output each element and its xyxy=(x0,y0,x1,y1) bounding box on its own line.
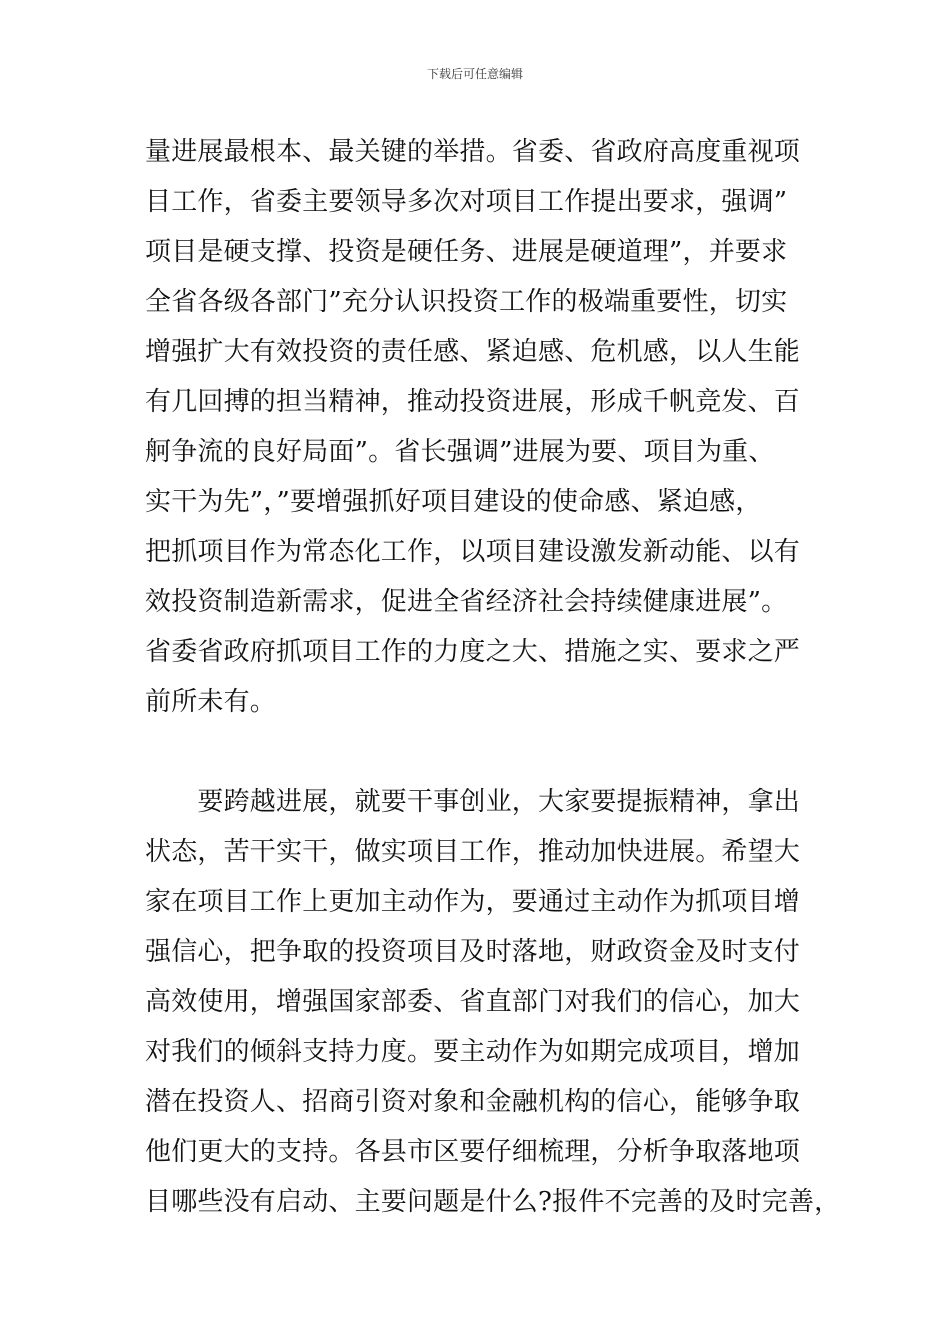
text-line: 实干为先”，”要增强抓好项目建设的使命感、紧迫感， xyxy=(145,487,762,517)
text-line: 目工作，省委主要领导多次对项目工作提出要求，强调” xyxy=(145,187,788,217)
text-line: 状态，苦干实干，做实项目工作，推动加快进展。希望大 xyxy=(145,837,801,867)
text-line: 高效使用，增强国家部委、省直部门对我们的信心，加大 xyxy=(145,987,801,1017)
text-line: 对我们的倾斜支持力度。要主动作为如期完成项目，增加 xyxy=(145,1037,801,1067)
text-line: 增强扩大有效投资的责任感、紧迫感、危机感，以人生能 xyxy=(145,337,801,367)
document-body xyxy=(145,127,841,1227)
text-line: 项目是硬支撑、投资是硬任务、进展是硬道理”，并要求 xyxy=(145,237,788,267)
text-line: 舸争流的良好局面”。省长强调”进展为要、项目为重、 xyxy=(145,437,775,467)
paragraph-2 xyxy=(145,777,841,1227)
paragraph-1 xyxy=(145,127,825,727)
text-line: 全省各级各部门”充分认识投资工作的极端重要性，切实 xyxy=(145,287,788,317)
text-line: 强信心，把争取的投资项目及时落地，财政资金及时支付 xyxy=(145,937,801,967)
text-line: 家在项目工作上更加主动作为，要通过主动作为抓项目增 xyxy=(145,887,801,917)
text-line: 把抓项目作为常态化工作，以项目建设激发新动能、以有 xyxy=(145,537,801,567)
text-line: 量进展最根本、最关键的举措。省委、省政府高度重视项 xyxy=(145,137,801,167)
text-line: 目哪些没有启动、主要问题是什么?报件不完善的及时完善， xyxy=(145,1187,841,1217)
text-line: 潜在投资人、招商引资对象和金融机构的信心，能够争取 xyxy=(145,1087,801,1117)
page-header-note: 下载后可任意编辑 xyxy=(426,67,523,81)
text-line: 省委省政府抓项目工作的力度之大、措施之实、要求之严 xyxy=(145,637,801,667)
text-line: 效投资制造新需求，促进全省经济社会持续健康进展”。 xyxy=(145,587,788,617)
text-line: 要跨越进展，就要干事创业，大家要提振精神，拿出 xyxy=(145,787,801,817)
paragraph-gap xyxy=(145,727,825,777)
text-line: 有几回搏的担当精神，推动投资进展，形成千帆竞发、百 xyxy=(145,387,801,417)
text-line: 前所未有。 xyxy=(145,687,277,717)
text-line: 他们更大的支持。各县市区要仔细梳理，分析争取落地项 xyxy=(145,1137,801,1167)
